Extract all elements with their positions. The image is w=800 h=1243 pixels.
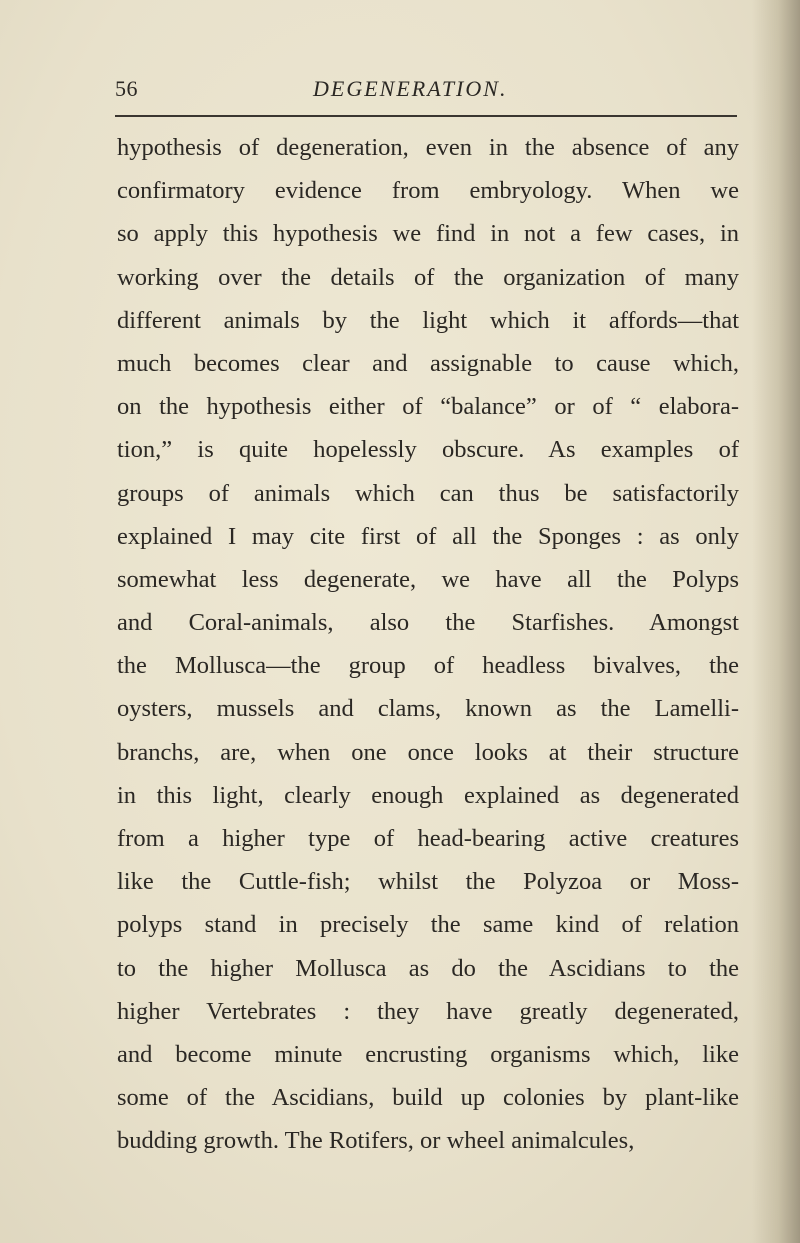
text-line: in this light, clearly enough explained as degenerated xyxy=(117,781,739,809)
text-line: the Mollusca—the group of headless bivalves, the xyxy=(117,652,739,680)
text-line: from a higher type of head-bearing active creatures xyxy=(117,825,739,852)
page-edge-shadow xyxy=(752,0,800,1243)
text-line: working over the details of the organization of many xyxy=(117,263,739,291)
text-line: like the Cuttle-fish; whilst the Polyzoa or Moss- xyxy=(117,868,739,896)
text-line: polyps stand in precisely the same kind of relation xyxy=(117,911,739,939)
running-title: DEGENERATION. xyxy=(313,76,508,101)
body-text xyxy=(117,126,739,1163)
text-line: hypothesis of degeneration, even in the absence of any xyxy=(117,134,739,161)
header-rule xyxy=(115,115,737,117)
text-line: groups of animals which can thus be satisfactorily xyxy=(117,479,739,507)
text-line: tion,” is quite hopelessly obscure. As examples of xyxy=(117,436,739,464)
text-line: explained I may cite first of all the Sponges : as only xyxy=(117,522,739,550)
running-head xyxy=(115,76,740,110)
page-number: 56 xyxy=(115,76,138,101)
text-line: much becomes clear and assignable to cause which, xyxy=(117,349,739,377)
text-line: and become minute encrusting organisms which, like xyxy=(117,1040,739,1068)
text-line: branchs, are, when one once looks at their structure xyxy=(117,738,739,766)
text-line: higher Vertebrates : they have greatly degenerated, xyxy=(117,997,739,1025)
text-line: oysters, mussels and clams, known as the Lamelli- xyxy=(117,695,739,723)
text-line: and Coral-animals, also the Starfishes. Amongst xyxy=(117,609,739,637)
text-line: somewhat less degenerate, we have all the Polyps xyxy=(117,565,739,593)
text-line: on the hypothesis either of “balance” or of “ elabora- xyxy=(117,393,739,421)
text-line: different animals by the light which it affords—that xyxy=(117,306,739,334)
text-line: some of the Ascidians, build up colonies by plant-like xyxy=(117,1084,739,1112)
text-line: budding growth. The Rotifers, or wheel animalcules, xyxy=(117,1127,635,1155)
text-line: confirmatory evidence from embryology. When we xyxy=(117,177,739,205)
text-line: so apply this hypothesis we find in not a few cases, in xyxy=(117,220,739,248)
text-line: to the higher Mollusca as do the Ascidians to the xyxy=(117,954,739,982)
